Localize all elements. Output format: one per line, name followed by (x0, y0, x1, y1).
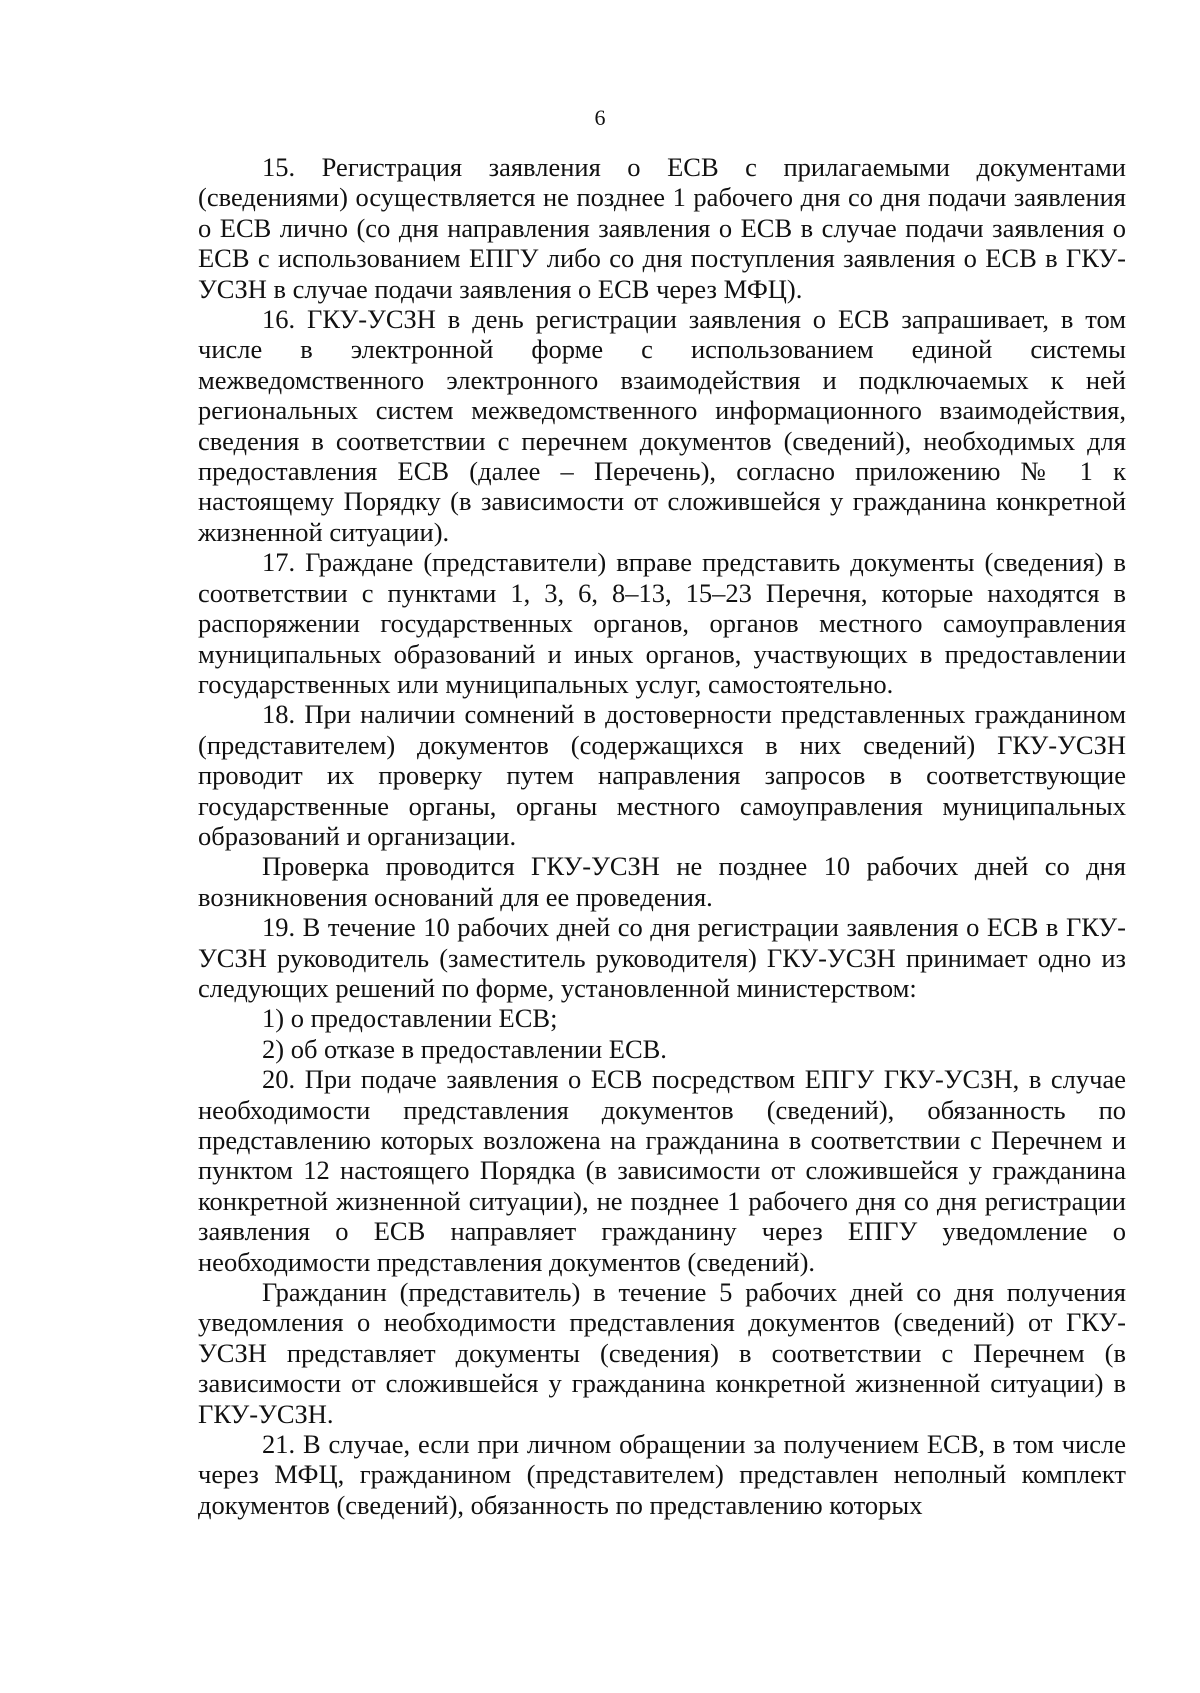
paragraph-19-item-1: 1) о предоставлении ЕСВ; (262, 1003, 558, 1034)
paragraph-15: 15. Регистрация заявления о ЕСВ с прилагаемыми документами (сведениями) осуществляется не позднее 1 рабочего дня со дня подачи заявления о ЕСВ лично (со дня направления заявления о ЕСВ в случае подачи заявления о ЕСВ с использованием ЕПГУ либо со дня поступления заявления о ЕСВ в ГКУ-УСЗН в случае подачи заявления о ЕСВ через МФЦ). (198, 152, 1126, 304)
paragraph-20-citizen: Гражданин (представитель) в течение 5 рабочих дней со дня получения уведомления о необходимости представления документов (сведений) от ГКУ-УСЗН представляет документы (сведения) в соответствии с Перечнем (в зависимости от сложившейся у гражданина конкретной жизненной ситуации) в ГКУ-УСЗН. (198, 1277, 1126, 1429)
paragraph-18-verification: Проверка проводится ГКУ-УСЗН не позднее 10 рабочих дней со дня возникновения оснований для ее проведения. (198, 851, 1126, 912)
paragraph-17: 17. Граждане (представители) вправе представить документы (сведения) в соответствии с пунктами 1, 3, 6, 8–13, 15–23 Перечня, которые находятся в распоряжении государственных органов, органов местного самоуправления муниципальных образований и иных органов, участвующих в предоставлении государственных или муниципальных услуг, самостоятельно. (198, 547, 1126, 699)
paragraph-18: 18. При наличии сомнений в достоверности представленных гражданином (представителем) документов (содержащихся в них сведений) ГКУ-УСЗН проводит их проверку путем направления запросов в соответствующие государственные органы, органы местного самоуправления муниципальных образований и организации. (198, 699, 1126, 851)
document-body (198, 152, 1126, 1520)
paragraph-19: 19. В течение 10 рабочих дней со дня регистрации заявления о ЕСВ в ГКУ-УСЗН руководитель (заместитель руководителя) ГКУ-УСЗН принимает одно из следующих решений по форме, установленной министерством: (198, 912, 1126, 1003)
paragraph-16: 16. ГКУ-УСЗН в день регистрации заявления о ЕСВ запрашивает, в том числе в электронной форме с использованием единой системы межведомственного электронного взаимодействия и подключаемых к ней региональных систем межведомственного информационного взаимодействия, сведения в соответствии с перечнем документов (сведений), необходимых для предоставления ЕСВ (далее – Перечень), согласно приложению № 1 к настоящему Порядку (в зависимости от сложившейся у гражданина конкретной жизненной ситуации). (198, 304, 1126, 547)
paragraph-21: 21. В случае, если при личном обращении за получением ЕСВ, в том числе через МФЦ, гражданином (представителем) представлен неполный комплект документов (сведений), обязанность по представлению которых (198, 1429, 1126, 1520)
paragraph-20: 20. При подаче заявления о ЕСВ посредством ЕПГУ ГКУ-УСЗН, в случае необходимости представления документов (сведений), обязанность по представлению которых возложена на гражданина в соответствии с Перечнем и пунктом 12 настоящего Порядка (в зависимости от сложившейся у гражданина конкретной жизненной ситуации), не позднее 1 рабочего дня со дня регистрации заявления о ЕСВ направляет гражданину через ЕПГУ уведомление о необходимости представления документов (сведений). (198, 1064, 1126, 1277)
paragraph-19-item-2: 2) об отказе в предоставлении ЕСВ. (262, 1033, 667, 1064)
page-number: 6 (594, 105, 606, 130)
